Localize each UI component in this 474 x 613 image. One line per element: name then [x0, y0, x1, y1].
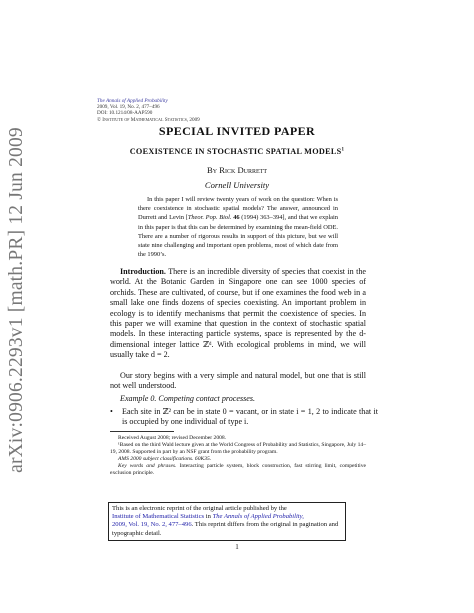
arxiv-id-text: arXiv:0906.2293v1 [math.PR] 12 Jun 2009	[6, 127, 28, 473]
keywords	[110, 463, 366, 477]
affiliation: Cornell University	[204, 180, 270, 190]
abstract-ref-journal: Theor. Pop. Biol.	[187, 214, 232, 222]
footnote-rule	[110, 431, 174, 432]
footnote-1: ¹Based on the third Wald lecture given at the World Congress of Probability and Statistics, Singapore, July 14–19, 2008. Supported in part by an NSF grant from the probability program.	[110, 442, 366, 455]
abstract-ref-volume: 46	[233, 214, 240, 222]
bullet-icon: •	[110, 407, 113, 416]
special-invited-heading: SPECIAL INVITED PAPER	[158, 124, 316, 138]
journal-header	[97, 98, 200, 123]
paper-title	[0, 147, 474, 156]
copyright-line: © Institute of Mathematical Statistics, 2009	[97, 116, 200, 123]
example-heading: Example 0. Competing contact processes.	[120, 394, 256, 403]
bullet-text: Each site in ℤ² can be in state 0 = vacant, or in state i = 1, 2 to indicate that it is occupied by one individual of type i.	[122, 407, 378, 427]
doi[interactable]: DOI: 10.1214/08-AAP590	[97, 110, 153, 117]
introduction-paragraph	[110, 267, 366, 361]
received-date: Received August 2008; revised December 2008.	[118, 435, 227, 441]
journal-name[interactable]: The Annals of Applied Probability	[97, 98, 168, 104]
footnotes	[110, 435, 366, 477]
keywords-text: Interacting particle system, block construction, fast stirring limit, competitive exclusion principle.	[110, 463, 366, 476]
abstract-text-2: (1994) 363–394], and that we explain in this paper is that this can be determined by examining the mean-field ODE. There are a number of rigorous results in support of this picture, but we will state nine challenging and important open problems, most of which date from the 1990’s.	[138, 214, 338, 259]
volume-link[interactable]: 2009, Vol. 19, No. 2, 477–496	[112, 521, 192, 529]
introduction-text: There is an incredible diversity of species that coexist in the world. At the Botanic Garden in Singapore one can see 1000 species of orchids. These are cultivated, of course, but if one examines the food web in a small lake one finds dozens of species coexisting. An important problem in ecology is to identify mechanisms that permit the coexistence of species. In this paper we will examine that question in the context of stochastic spatial models. In these interacting particle systems, space is represented by the d-dimensional integer lattice ℤᵈ. With ecological problems in mind, we will usually take d = 2.	[110, 267, 366, 360]
abstract-text-1: In this paper I will review twenty years of work on the question: When is there coexistence in stochastic spatial models? The answer, announced in Durrett and Levin [	[138, 196, 338, 222]
keywords-label: Key words and phrases.	[118, 463, 177, 469]
ams-classification: AMS 2000 subject classifications. 60K35.	[118, 456, 212, 462]
reprint-rest: . This reprint differs from the original in pagination and typographic detail.	[112, 521, 339, 537]
reprint-notice-box	[108, 502, 346, 541]
reprint-line-1: This is an electronic reprint of the original article published by the	[112, 505, 287, 512]
bullet-item	[110, 407, 378, 428]
title-footnote-mark: 1	[341, 147, 345, 153]
page-number: 1	[235, 543, 239, 551]
journal-link[interactable]: The Annals of Applied Probability,	[212, 513, 304, 521]
introduction-heading: Introduction.	[120, 267, 166, 276]
reprint-in: in	[204, 513, 213, 521]
abstract	[138, 195, 338, 259]
author: By Rick Durrett	[207, 165, 267, 175]
journal-volume: 2009, Vol. 19, No. 2, 477–496	[97, 104, 160, 111]
ims-link[interactable]: Institute of Mathematical Statistics	[112, 513, 205, 521]
story-paragraph: Our story begins with a very simple and natural model, but one that is still not well understood.	[110, 371, 366, 391]
paper-title-text: COEXISTENCE IN STOCHASTIC SPATIAL MODELS	[129, 147, 342, 156]
